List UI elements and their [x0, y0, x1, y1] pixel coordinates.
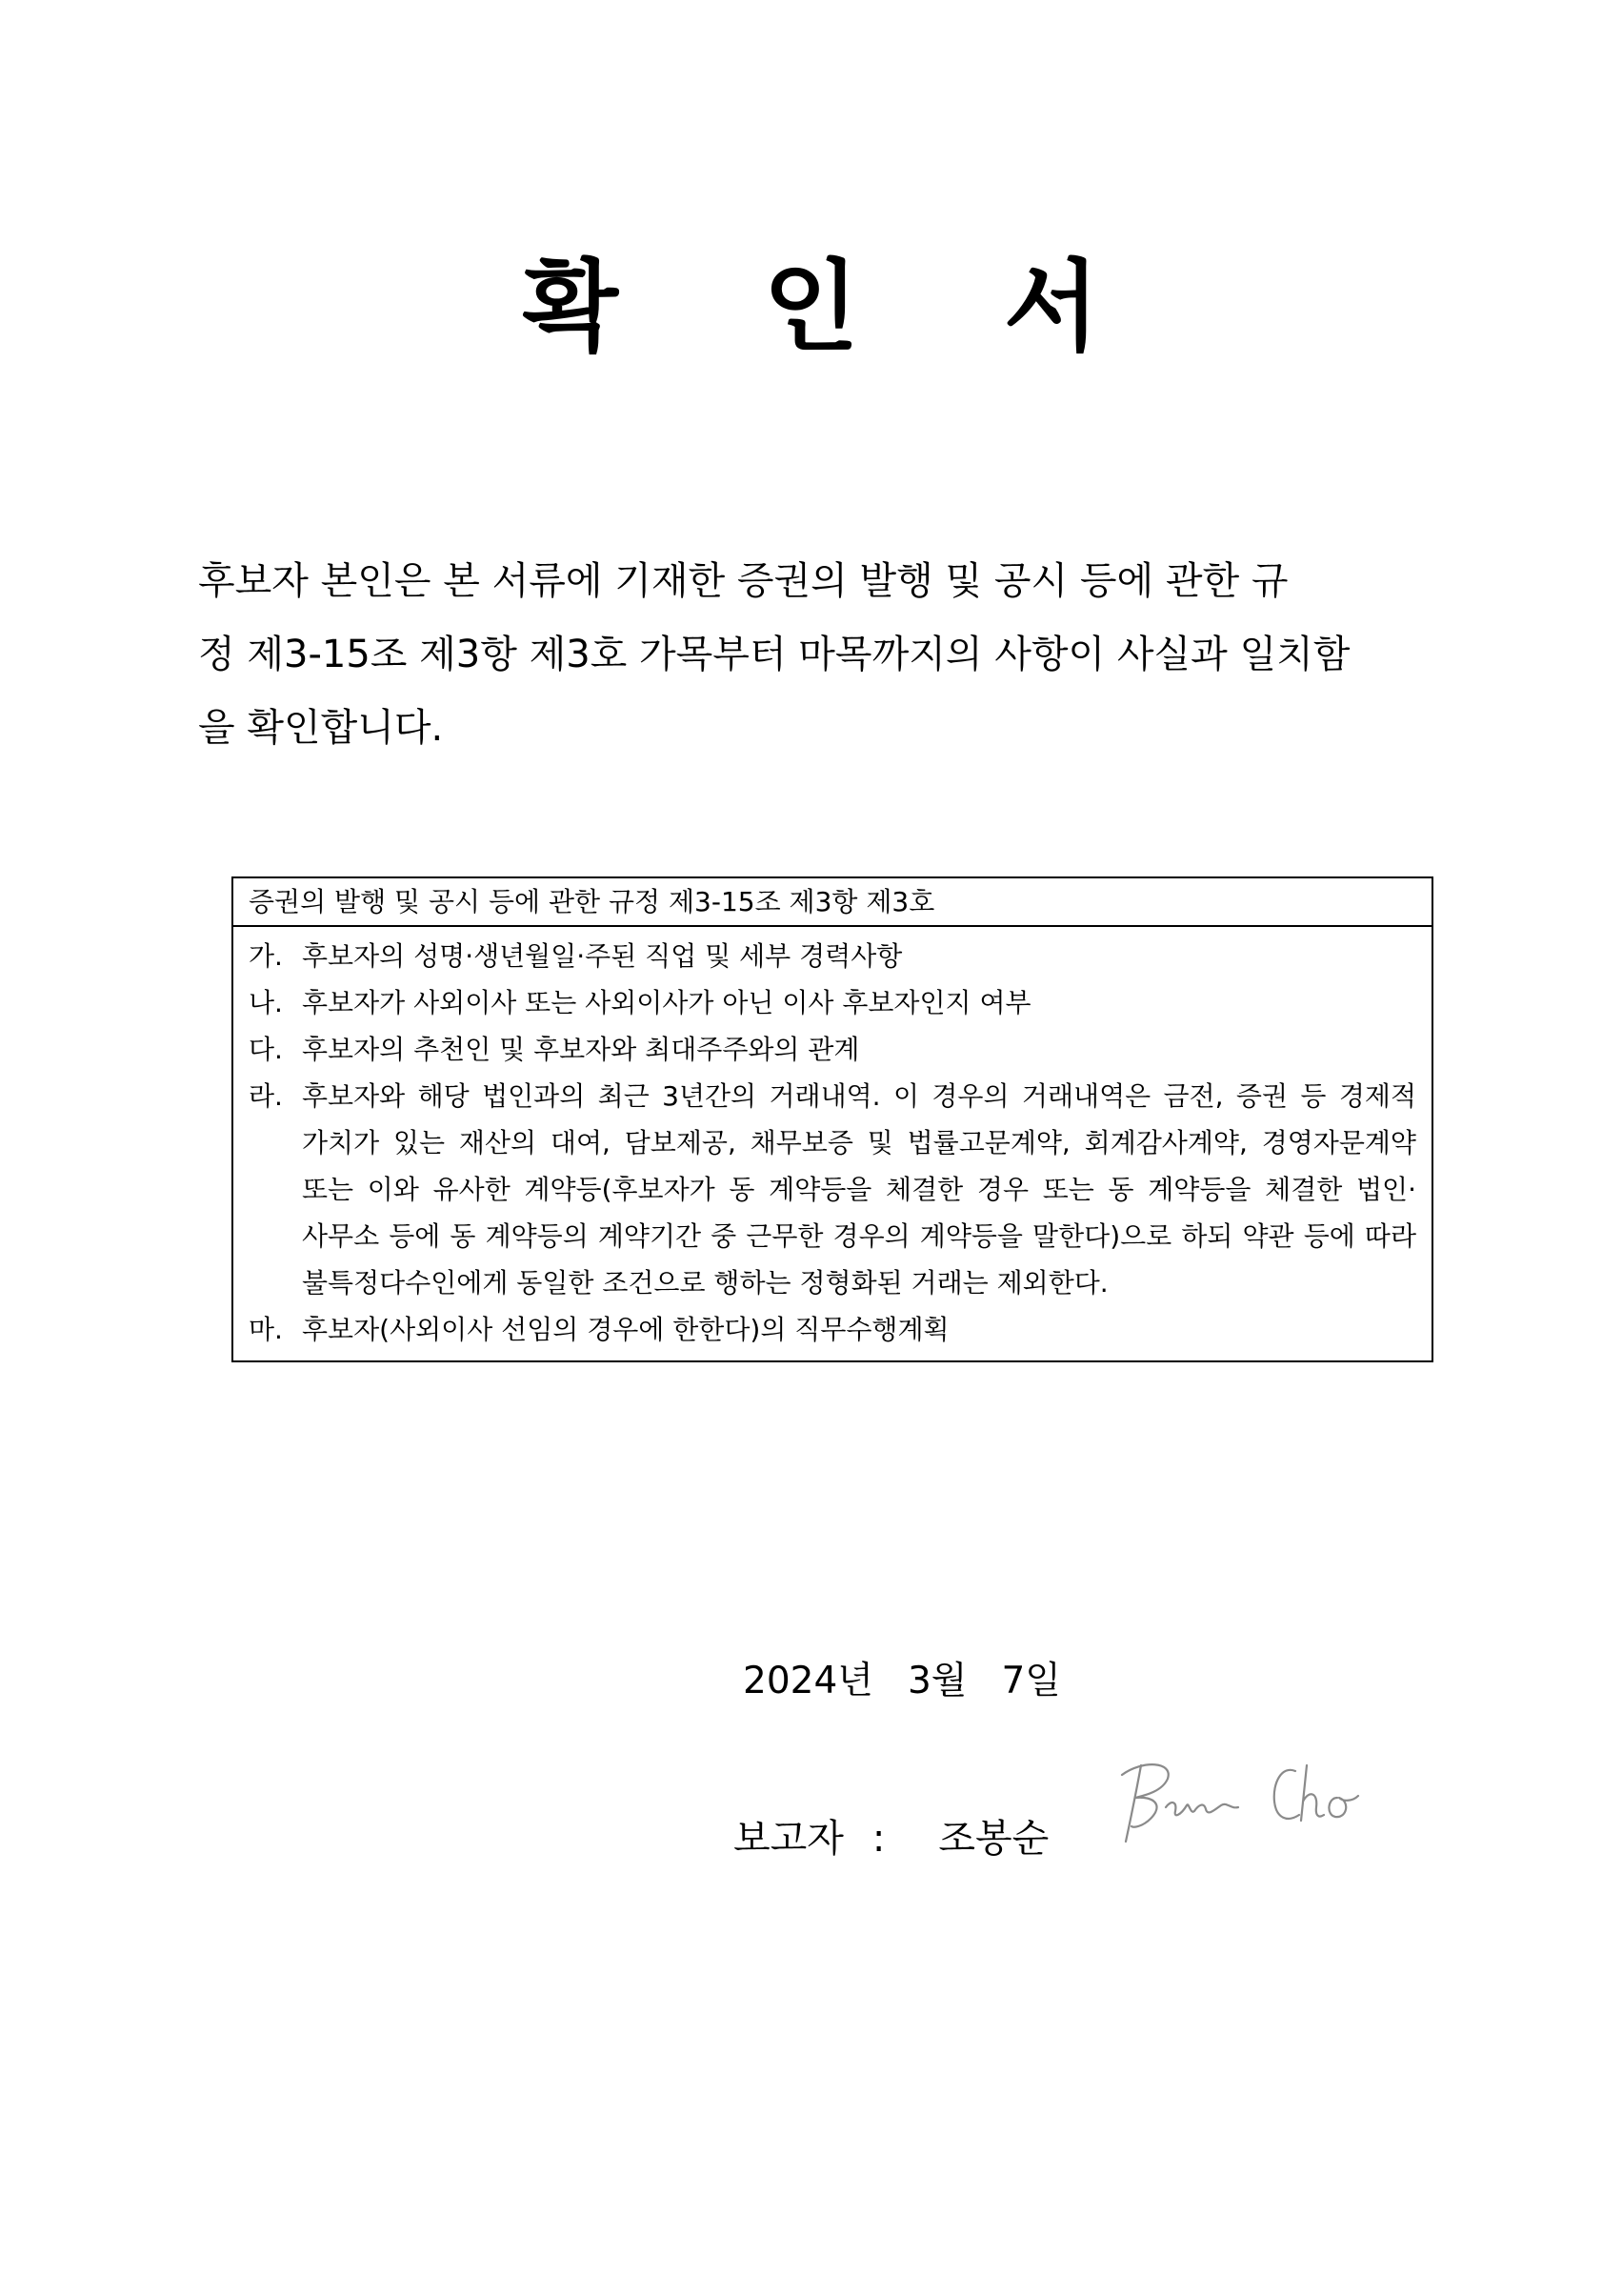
regulation-item-text: 후보자의 추천인 및 후보자와 최대주주와의 관계: [302, 1034, 860, 1065]
declaration-line: 을 확인합니다.: [198, 706, 444, 750]
regulation-item-marker: 가.: [249, 940, 283, 972]
regulation-item: [249, 933, 1416, 979]
date-month: 3월: [907, 1660, 968, 1702]
regulation-item: [249, 1306, 1416, 1353]
reporter-colon: :: [871, 1817, 886, 1861]
regulation-item: [249, 1026, 1416, 1073]
reporter-label: 보고자: [733, 1817, 844, 1861]
regulation-items-list: [233, 927, 1432, 1360]
declaration-line: 후보자 본인은 본 서류에 기재한 증권의 발행 및 공시 등에 관한 규: [198, 559, 1289, 603]
regulation-item-marker: 다.: [249, 1034, 283, 1065]
regulation-item-marker: 마.: [249, 1314, 283, 1345]
document-date: [743, 1658, 1061, 1705]
regulation-item: [249, 979, 1416, 1026]
document-title: 확 인 서: [522, 249, 1155, 365]
regulation-item-marker: 나.: [249, 987, 283, 1018]
regulation-item-text: 후보자(사외이사 선임의 경우에 한한다)의 직무수행계획: [302, 1314, 950, 1345]
declaration-line: 정 제3-15조 제3항 제3호 가목부터 마목까지의 사항이 사실과 일치함: [198, 633, 1351, 676]
date-day: 7일: [1001, 1660, 1061, 1702]
regulation-box-header: 증권의 발행 및 공시 등에 관한 규정 제3-15조 제3항 제3호: [233, 878, 1432, 927]
regulation-item-text: 후보자의 성명·생년월일·주된 직업 및 세부 경력사항: [302, 940, 903, 972]
regulation-box: [231, 876, 1433, 1362]
regulation-item-marker: 라.: [249, 1080, 283, 1112]
regulation-item: [249, 1073, 1416, 1306]
reporter-name: 조봉순: [938, 1817, 1050, 1861]
date-year: 2024년: [743, 1660, 873, 1702]
regulation-item-text: 후보자와 해당 법인과의 최근 3년간의 거래내역. 이 경우의 거래내역은 금전, 증권 등 경제적 가치가 있는 재산의 대여, 담보제공, 채무보증 및 법률고문계약, 회계감사계약, 경영자문계약 또는 이와 유사한 계약등(후보자가 동 계약등을 체결한 경우 또는 동 계약등을 체결한 법인·사무소 등에 동 계약등의 계약기간 중 근무한 경우의 계약등을 말한다)으로 하되 약관 등에 따라 불특정다수인에게 동일한 조건으로 행하는 정형화된 거래는 제외한다.: [302, 1080, 1416, 1299]
handwritten-signature: [1105, 1748, 1391, 1853]
regulation-item-text: 후보자가 사외이사 또는 사외이사가 아닌 이사 후보자인지 여부: [302, 987, 1031, 1018]
declaration-paragraph: [198, 545, 1429, 765]
reporter-line: [733, 1815, 1049, 1863]
